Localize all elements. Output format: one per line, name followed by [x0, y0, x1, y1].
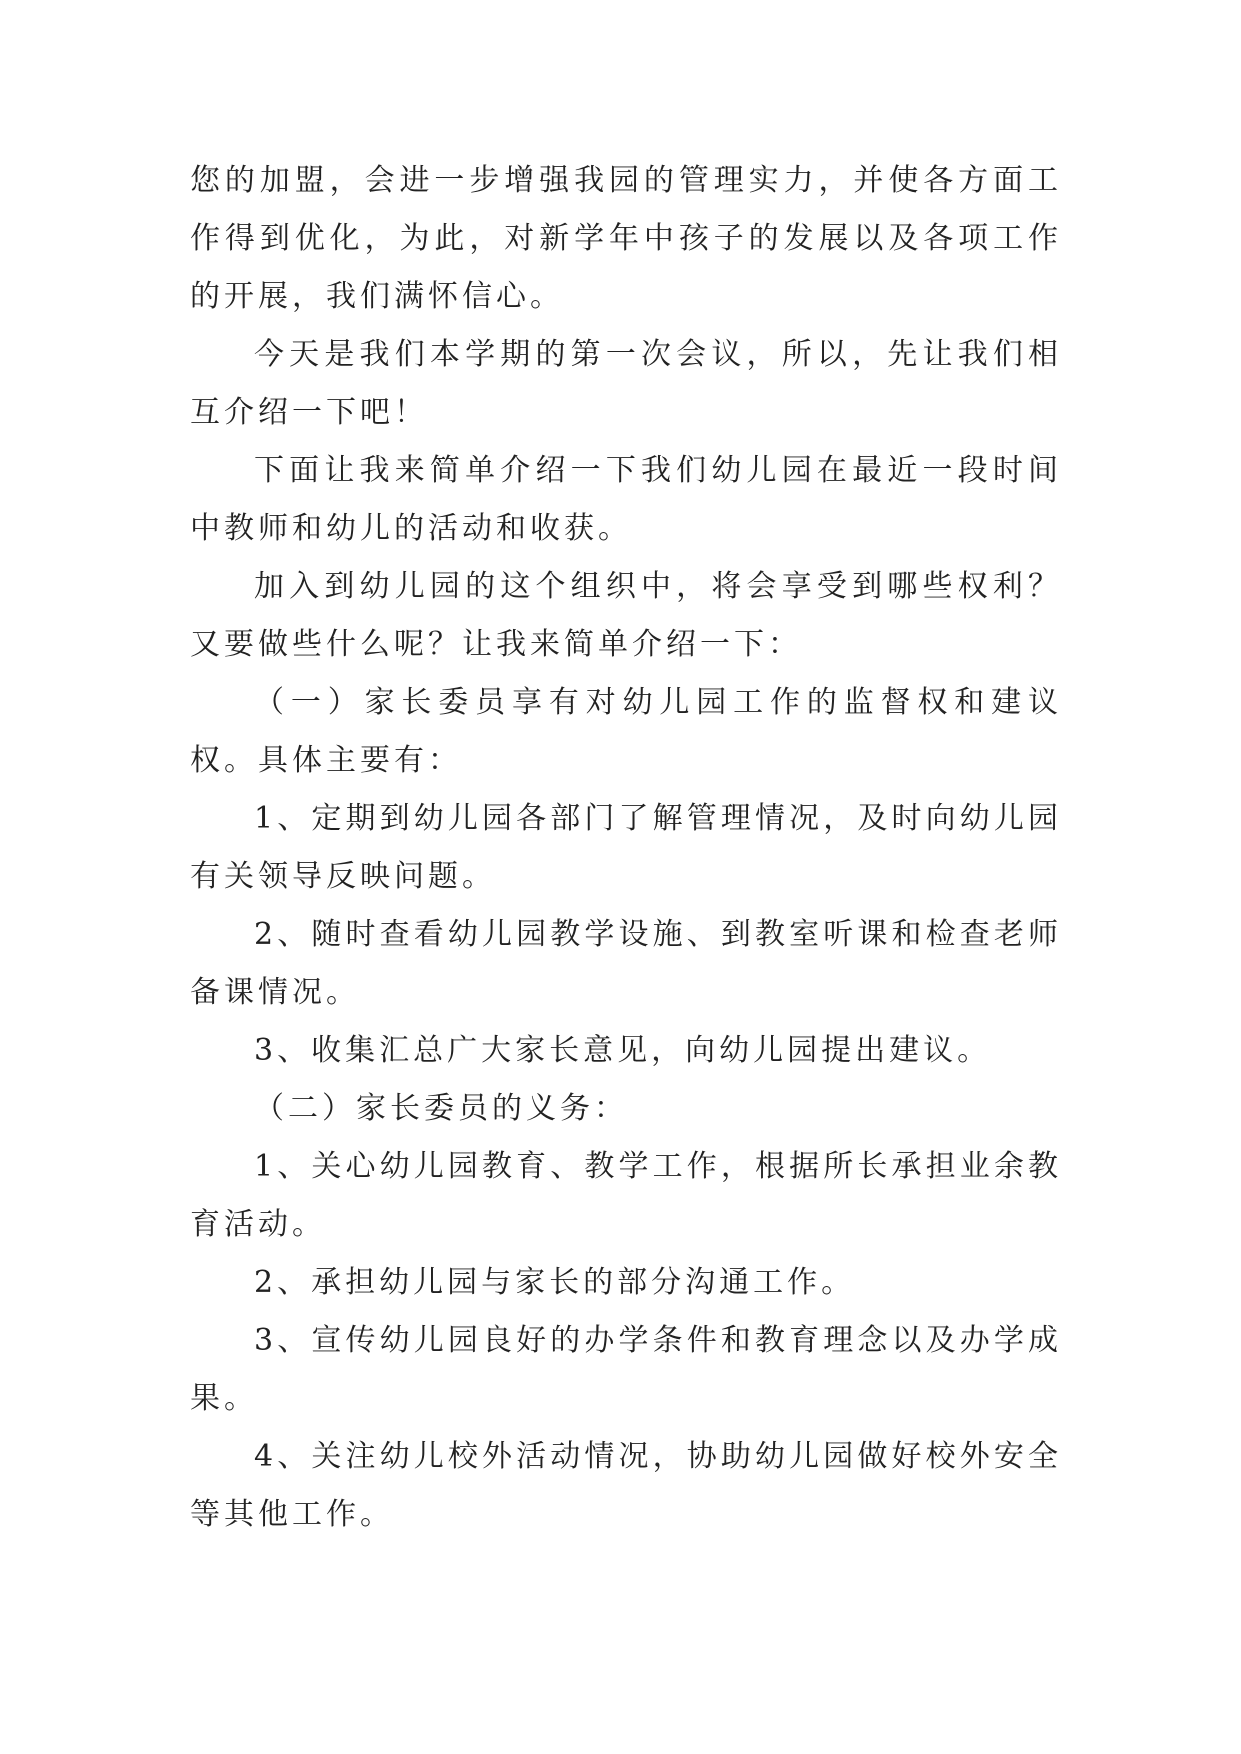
duties-item-3: 3、宣传幼儿园良好的办学条件和教育理念以及办学成果。 [190, 1323, 1062, 1416]
paragraph-activities: 下面让我来简单介绍一下我们幼儿园在最近一段时间中教师和幼儿的活动和收获。 [190, 453, 1062, 546]
paragraph-opening: 您的加盟，会进一步增强我园的管理实力，并使各方面工作得到优化，为此，对新学年中孩子的发展以及各项工作的开展，我们满怀信心。 [190, 163, 1062, 314]
heading-duties: （二）家长委员的义务： [254, 1091, 628, 1126]
duties-item-4: 4、关注幼儿校外活动情况，协助幼儿园做好校外安全等其他工作。 [190, 1439, 1062, 1532]
document-body [190, 152, 1062, 1544]
duties-item-2: 2、承担幼儿园与家长的部分沟通工作。 [254, 1265, 856, 1300]
paragraph-rights-question: 加入到幼儿园的这个组织中，将会享受到哪些权利？又要做些什么呢？让我来简单介绍一下： [190, 569, 1062, 662]
rights-item-1: 1、定期到幼儿园各部门了解管理情况，及时向幼儿园有关领导反映问题。 [190, 801, 1062, 894]
rights-item-3: 3、收集汇总广大家长意见，向幼儿园提出建议。 [254, 1033, 992, 1068]
paragraph-introduction: 今天是我们本学期的第一次会议，所以，先让我们相互介绍一下吧！ [190, 337, 1062, 430]
rights-item-2: 2、随时查看幼儿园教学设施、到教室听课和检查老师备课情况。 [190, 917, 1062, 1010]
heading-rights: （一）家长委员享有对幼儿园工作的监督权和建议权。具体主要有： [190, 685, 1062, 778]
duties-item-1: 1、关心幼儿园教育、教学工作，根据所长承担业余教育活动。 [190, 1149, 1062, 1242]
